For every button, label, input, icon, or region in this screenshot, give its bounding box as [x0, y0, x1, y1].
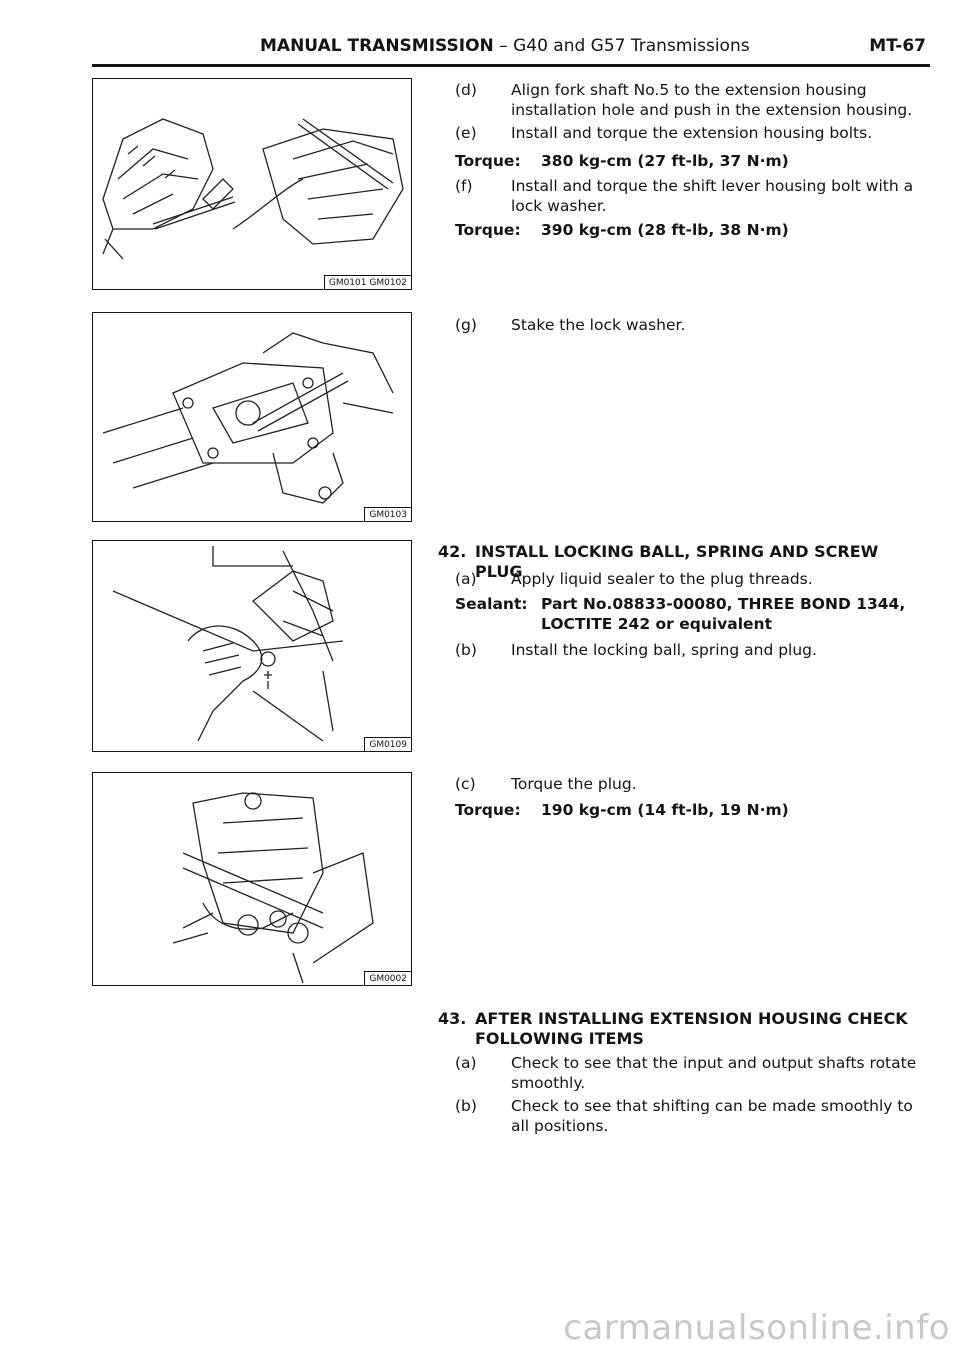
step-f: (f) Install and torque the shift lever housing bolt with a lock washer. [455, 177, 914, 215]
step-42b: (b) Install the locking ball, spring and plug. [455, 641, 817, 659]
step-43a: (a) Check to see that the input and output shafts rotate smoothly. [455, 1054, 917, 1092]
page-title: MANUAL TRANSMISSION – G40 and G57 Transmissions [260, 36, 750, 56]
section-heading-42: 42. INSTALL LOCKING BALL, SPRING AND SCREW PLUG [438, 542, 879, 581]
figure-label: GM0002 [364, 971, 411, 985]
figure-locking-ball-spring [92, 540, 412, 752]
torque-spec: Torque: 390 kg-cm (28 ft-lb, 38 N·m) [455, 221, 789, 239]
illustration-screw-plug-install [93, 541, 411, 751]
illustration-transmission-bolt [93, 79, 411, 289]
illustration-lock-washer-staking [93, 313, 411, 521]
torque-spec: Torque: 380 kg-cm (27 ft-lb, 37 N·m) [455, 152, 789, 170]
step-d: (d) Align fork shaft No.5 to the extension housing installation hole and push in the extension housing. [455, 81, 913, 119]
step-g: (g) Stake the lock washer. [455, 316, 686, 334]
figure-plug-torque [92, 772, 412, 986]
figure-label: GM0109 [364, 737, 411, 751]
sealant-spec: Sealant: Part No.08833-00080, THREE BOND 1344, LOCTITE 242 or equivalent [455, 595, 906, 633]
step-43b: (b) Check to see that shifting can be made smoothly to all positions. [455, 1097, 913, 1135]
torque-spec: Torque: 190 kg-cm (14 ft-lb, 19 N·m) [455, 801, 789, 819]
figure-shift-lever-housing [92, 312, 412, 522]
watermark: carmanualsonline.info [563, 1308, 950, 1348]
step-42a: (a) Apply liquid sealer to the plug threads. [455, 570, 813, 588]
step-e: (e) Install and torque the extension housing bolts. [455, 124, 873, 142]
figure-label: GM0101 GM0102 [324, 275, 411, 289]
step-42c: (c) Torque the plug. [455, 775, 637, 793]
figure-label: GM0103 [364, 507, 411, 521]
page-header [92, 28, 930, 67]
illustration-plug-torque-wrench [93, 773, 411, 985]
figure-extension-housing-install [92, 78, 412, 290]
section-heading-43: 43. AFTER INSTALLING EXTENSION HOUSING CHECK FOLLOWING ITEMS [438, 1009, 908, 1048]
page-number: MT-67 [869, 36, 926, 56]
